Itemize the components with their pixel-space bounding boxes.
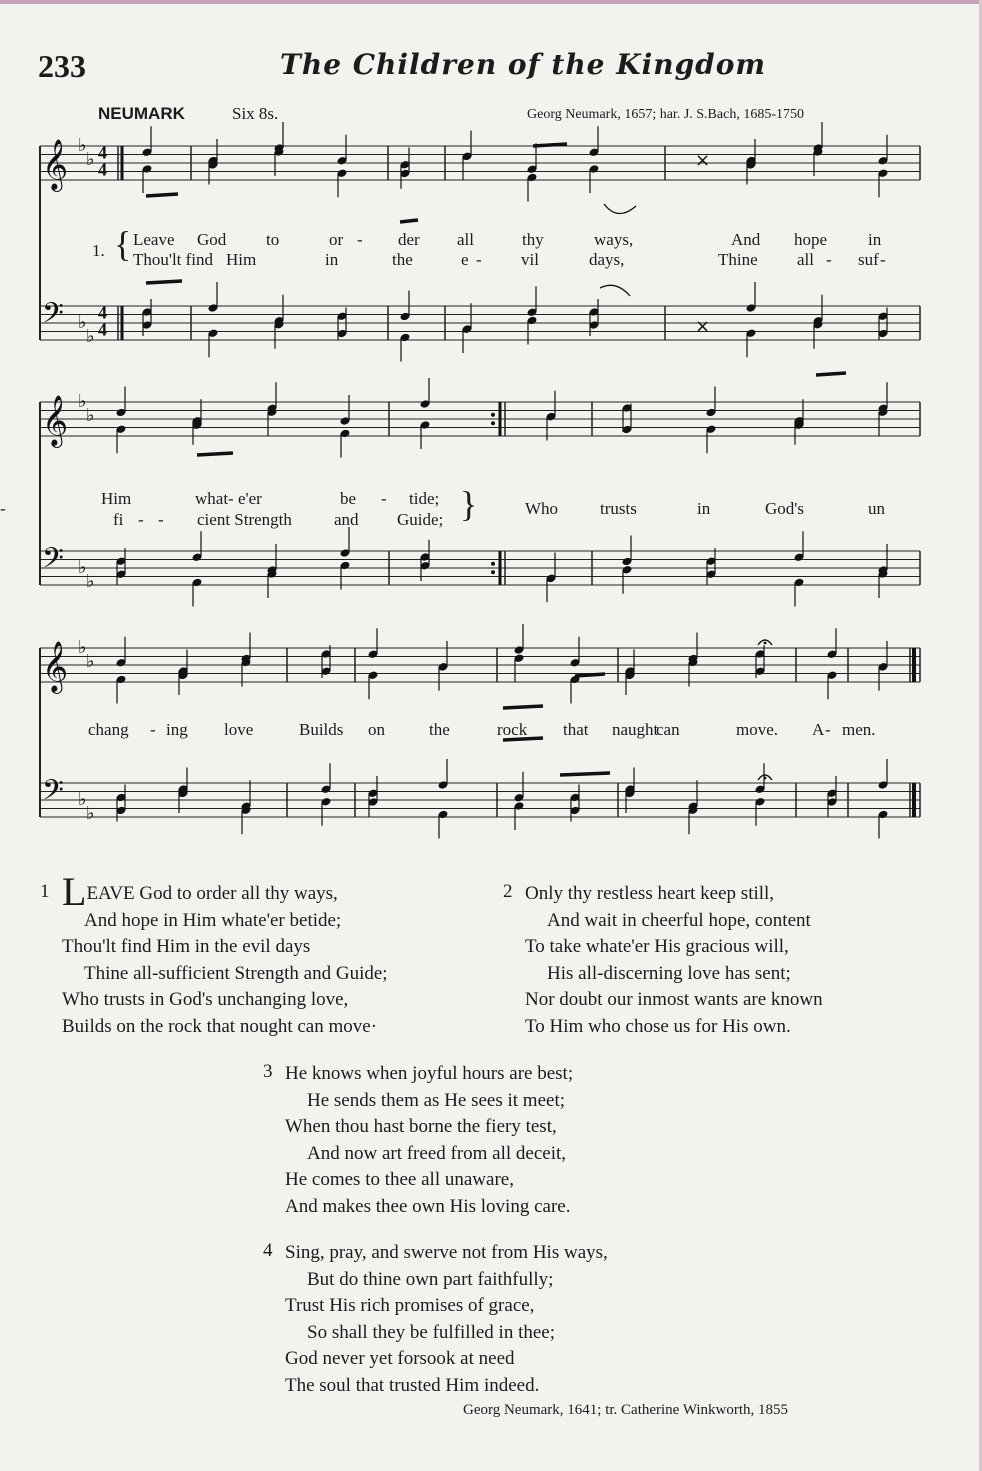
stanza-4 xyxy=(285,1240,608,1399)
tune-name: NEUMARK xyxy=(98,104,185,123)
lyric-syllable: Thou'lt find xyxy=(133,250,214,269)
lyric-syllable: e xyxy=(461,250,469,269)
rest-icon: × xyxy=(695,316,711,337)
lyric-syllable: - xyxy=(150,720,156,739)
lyric-syllable: Guide; xyxy=(397,510,444,529)
bass-clef-icon: 𝄢 xyxy=(42,774,64,814)
lyric-syllable: Him xyxy=(226,250,257,269)
lyric-syllable: in xyxy=(325,250,339,269)
lyric-syllable: ing xyxy=(166,720,188,739)
drop-cap: L xyxy=(62,869,87,914)
flat-icon: ♭ xyxy=(78,312,87,333)
lyric-syllable: un xyxy=(868,499,885,518)
repeat-dot xyxy=(491,562,495,566)
beam xyxy=(533,144,567,146)
stanza-line: When thou hast borne the fiery test, xyxy=(285,1116,557,1137)
stanza-line: So shall they be fulfilled in thee; xyxy=(307,1321,556,1343)
lyric-syllable: be xyxy=(340,489,357,508)
lyric-syllable: days, xyxy=(589,250,625,269)
beam xyxy=(146,281,182,283)
repeat-dot xyxy=(491,421,495,425)
stanza-text: EAVE God to order all thy ways, xyxy=(86,883,338,904)
beam xyxy=(560,773,610,775)
lyric-syllable: - xyxy=(880,250,886,269)
lyric-syllable: all xyxy=(797,250,814,269)
stanza-line: And hope in Him whate'er betide; xyxy=(84,909,342,931)
time-signature: 4 xyxy=(98,319,107,340)
bass-clef-icon: 𝄢 xyxy=(42,542,64,582)
stanza-line: To Him who chose us for His own. xyxy=(525,1015,791,1037)
treble-clef-icon: 𝄞 xyxy=(42,395,69,446)
lyric-syllable: rock xyxy=(497,720,528,739)
lyric-syllable: Builds xyxy=(299,720,344,739)
stanza-line: He comes to thee all unaware, xyxy=(285,1169,514,1190)
stanza-number-2: 2 xyxy=(503,881,513,902)
lyric-syllable: - xyxy=(158,510,164,529)
treble-clef-icon: 𝄞 xyxy=(42,641,69,692)
flat-icon: ♭ xyxy=(86,404,95,426)
composer-attribution: Georg Neumark, 1657; har. J. S.Bach, 1685-1750 xyxy=(527,107,804,122)
lyric-syllable: move. xyxy=(736,720,779,739)
lyric-syllable: thy xyxy=(522,230,544,249)
lyric-syllable: Who xyxy=(525,499,559,518)
time-signature: 4 xyxy=(98,159,107,180)
lyric-syllable: God's xyxy=(765,499,804,518)
lyric-syllable: can xyxy=(656,720,680,739)
flat-icon: ♭ xyxy=(86,802,95,824)
stanza-line xyxy=(62,869,388,914)
beam xyxy=(816,373,846,375)
stanza-line: Thine all-sufficient Strength and Guide; xyxy=(84,962,388,984)
stanza-line: Builds on the rock that nought can move· xyxy=(62,1015,378,1037)
stanza-line: He knows when joyful hours are best; xyxy=(285,1063,574,1084)
flat-icon: ♭ xyxy=(86,325,95,347)
stanza-number-1: 1 xyxy=(40,881,50,902)
stanza-line: Nor doubt our inmost wants are known xyxy=(525,989,823,1010)
stanza-line: The soul that trusted Him indeed. xyxy=(285,1374,540,1396)
stanza-line: Who trusts in God's unchanging love, xyxy=(62,989,349,1010)
stanza-3 xyxy=(285,1061,573,1220)
repeat-dot xyxy=(491,413,495,417)
lyric-syllable: or xyxy=(329,230,344,249)
lyric-syllable: chang xyxy=(88,720,129,739)
lyric-syllable: - xyxy=(0,499,6,518)
fermata-dot xyxy=(764,777,767,780)
stanza-line: Thou'lt find Him in the evil days xyxy=(62,936,311,957)
beam xyxy=(146,194,178,196)
beam xyxy=(503,706,543,708)
stanza-line: And now art freed from all deceit, xyxy=(307,1142,567,1164)
stanza-line: And makes thee own His loving care. xyxy=(285,1195,571,1217)
lyric-syllable: - xyxy=(825,720,831,739)
stanza-line: But do thine own part faithfully; xyxy=(307,1268,554,1290)
lyric-syllable: God xyxy=(197,230,227,249)
lyric-syllable: Him xyxy=(101,489,132,508)
flat-icon: ♭ xyxy=(78,391,87,412)
lyric-syllable: hope xyxy=(794,230,828,249)
hymn-number: 233 xyxy=(38,48,86,84)
lyric-syllable: all xyxy=(457,230,474,249)
flat-icon: ♭ xyxy=(86,570,95,592)
stanza-line: His all-discerning love has sent; xyxy=(547,962,791,984)
stanza-line: Trust His rich promises of grace, xyxy=(285,1295,535,1316)
stanza-line: And wait in cheerful hope, content xyxy=(547,909,811,931)
lyric-syllable: cient Strength xyxy=(197,510,292,529)
lyric-syllable: men. xyxy=(842,720,876,739)
lyric-syllable: what- e'er xyxy=(195,489,262,508)
lyric-syllable: - xyxy=(826,250,832,269)
verse-number: 1. xyxy=(92,241,105,260)
lyric-syllable: the xyxy=(392,250,413,269)
treble-clef-icon: 𝄞 xyxy=(42,139,69,190)
lyric-syllable: in xyxy=(697,499,711,518)
beam xyxy=(400,220,418,222)
beam xyxy=(197,453,233,455)
lyric-syllable: Thine xyxy=(718,250,758,269)
lyric-syllable: ways, xyxy=(594,230,634,249)
lyric-syllable: Leave xyxy=(133,230,175,249)
stanza-line: Only thy restless heart keep still, xyxy=(525,883,775,904)
flat-icon: ♭ xyxy=(78,637,87,658)
lyric-syllable: suf xyxy=(858,250,879,269)
repeat-dot xyxy=(491,570,495,574)
flat-icon: ♭ xyxy=(86,650,95,672)
lyric-syllable: love xyxy=(224,720,254,739)
flat-icon: ♭ xyxy=(78,135,87,156)
lyric-syllable: - xyxy=(381,489,387,508)
flat-icon: ♭ xyxy=(78,789,87,810)
stanza-2 xyxy=(525,881,823,1040)
stanza-1 xyxy=(62,869,388,1040)
lyric-syllable: naught xyxy=(612,720,659,739)
tie xyxy=(604,204,636,214)
lyric-syllable: - xyxy=(138,510,144,529)
lyric-syllable: trusts xyxy=(600,499,637,518)
stanza-line: Sing, pray, and swerve not from His ways, xyxy=(285,1242,608,1263)
fermata-dot xyxy=(764,642,767,645)
stanza-line: God never yet forsook at need xyxy=(285,1348,515,1369)
lyric-syllable: - xyxy=(357,230,363,249)
lyric-syllable: and xyxy=(334,510,359,529)
rest-icon: × xyxy=(695,150,711,171)
beam xyxy=(575,674,605,676)
lyric-syllable: on xyxy=(368,720,385,739)
tie xyxy=(600,285,630,296)
lyric-syllable: that xyxy=(563,720,589,739)
flat-icon: ♭ xyxy=(86,148,95,170)
time-signature: 4 xyxy=(98,142,107,163)
lyric-syllable: fi xyxy=(113,510,124,529)
lyric-syllable: And xyxy=(731,230,761,249)
stanza-line: To take whate'er His gracious will, xyxy=(525,936,789,957)
lyric-syllable: vil xyxy=(521,250,539,269)
lyric-brace-close: } xyxy=(460,484,478,524)
stanza-number-3: 3 xyxy=(263,1061,273,1082)
meter: Six 8s. xyxy=(232,104,279,123)
lyric-syllable: der xyxy=(398,230,420,249)
page-title: The Children of the Kingdom xyxy=(280,48,767,81)
lyric-syllable: the xyxy=(429,720,450,739)
stanza-number-4: 4 xyxy=(263,1240,273,1261)
stanza-line: He sends them as He sees it meet; xyxy=(307,1089,566,1111)
lyric-syllable: - xyxy=(476,250,482,269)
lyric-syllable: tide; xyxy=(409,489,440,508)
lyric-syllable: in xyxy=(868,230,882,249)
lyric-syllable: to xyxy=(266,230,280,249)
text-attribution: Georg Neumark, 1641; tr. Catherine Winkworth, 1855 xyxy=(463,1402,789,1418)
bass-clef-icon: 𝄢 xyxy=(42,297,64,337)
time-signature: 4 xyxy=(98,302,107,323)
lyric-syllable: A xyxy=(812,720,825,739)
flat-icon: ♭ xyxy=(78,557,87,578)
lyric-brace: { xyxy=(114,224,132,264)
